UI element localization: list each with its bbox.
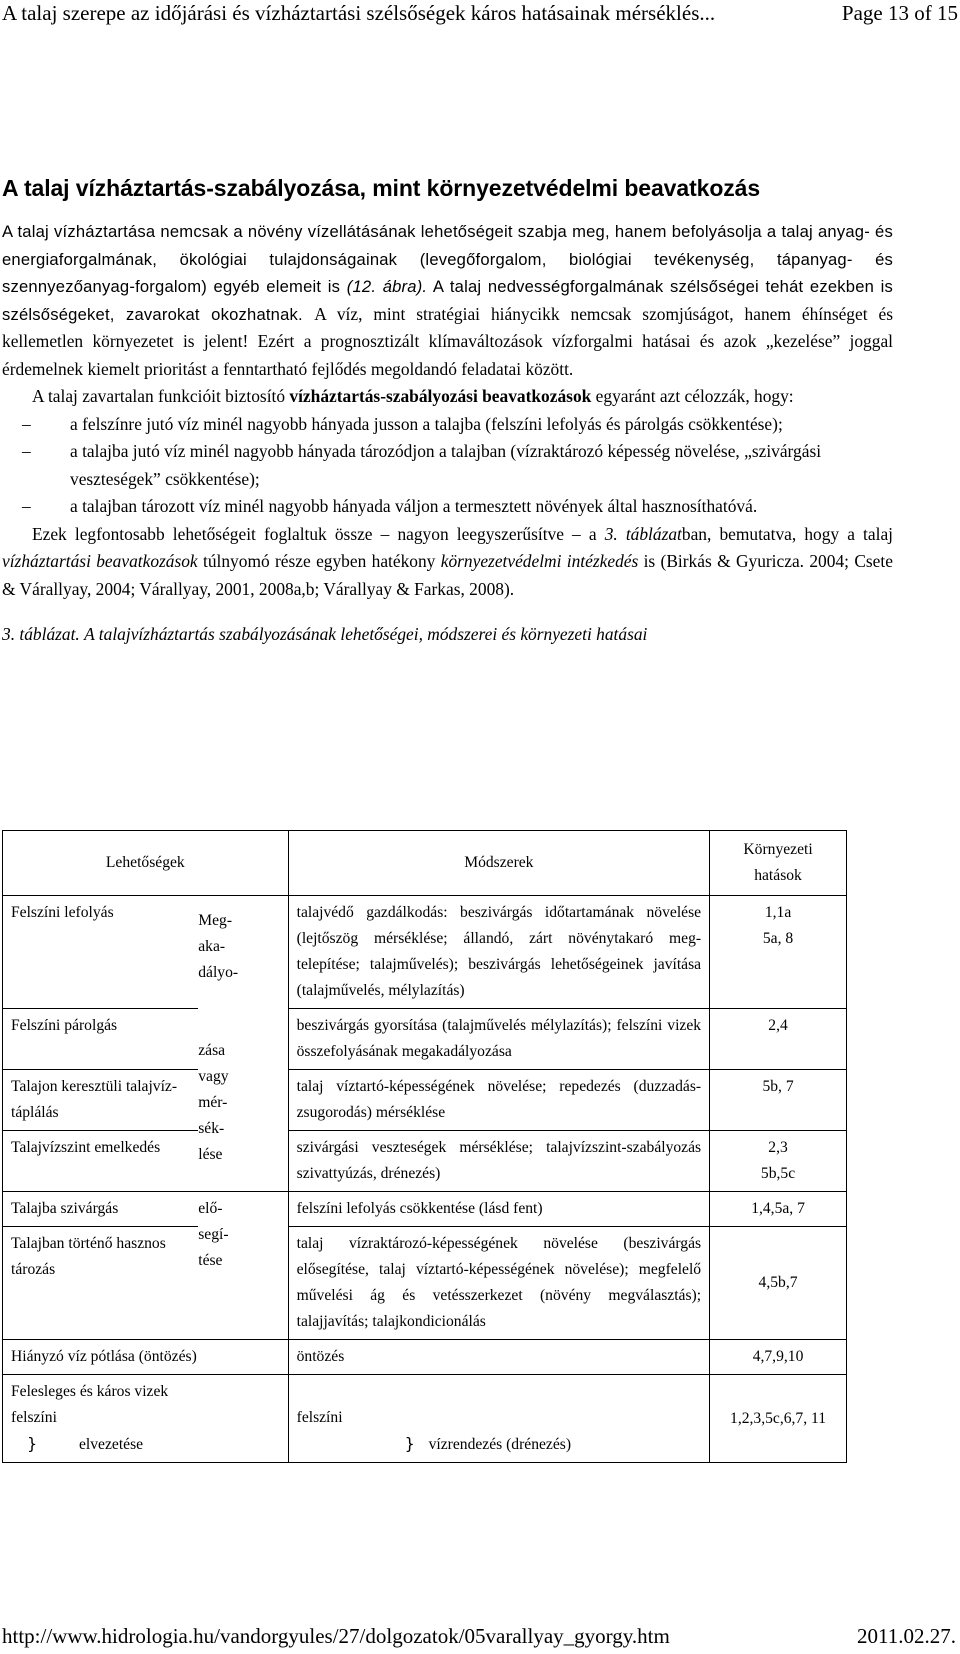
table-row (3, 1340, 847, 1375)
paragraph-3-text-c: túlnyomó része egyben hatékony (203, 551, 436, 571)
table-caption (2, 621, 893, 649)
table-row (3, 1131, 847, 1192)
page-header (0, 0, 960, 26)
cell-modszer: szivárgási veszteségek mérséklése; talajvízszint-szabályozás szivattyúzás, drénezés) (288, 1131, 709, 1192)
figure-reference: (12. ábra). (346, 277, 428, 296)
cell-hatas: 1,1a 5a, 8 (710, 896, 847, 1009)
paragraph-3 (2, 521, 893, 604)
mid-word: vagy (198, 1068, 229, 1085)
table-caption-label: 3. táblázat. (2, 624, 80, 644)
last-row-method-line2-text: vízrendezés (drénezés) (428, 1436, 572, 1453)
dash-marker: – (22, 413, 31, 434)
page-number: Page 13 of 15 (841, 1, 958, 25)
paragraph-1-text-b: A talaj nedvességforgalmának szélsőségei tehát ezekben is szélsőségeket, zavarokat okozhatnak. (2, 277, 894, 324)
mid-word: elő- (198, 1200, 223, 1217)
list-item (2, 411, 893, 439)
cell-lehetoseg: Talajba szivárgás (3, 1192, 199, 1227)
header-lehetosegek: Lehetőségek (3, 831, 289, 896)
cell-modszer: talaj vízraktározó-képességének növelése (beszivárgás elősegítése, talaj víztartó-képességének növelése); megfelelő művelési ág és vetésszerkezet (növény megválasztás); talajjavítás; talajkondicionálás (288, 1227, 709, 1340)
brace-icon: } (27, 1434, 38, 1453)
cell-hatas: 1,2,3,5c,6,7, 11 (710, 1375, 847, 1463)
print-date: 2011.02.27. (857, 1624, 956, 1648)
mid-word: sék- (198, 1120, 225, 1137)
paragraph-3-text-a: Ezek legfontosabb lehetőségeit foglaltuk össze – nagyon leegyszerűsítve – a (32, 523, 597, 544)
list-item-text: a talajban tározott víz minél nagyobb hányada váljon a termesztett növények által hasznosíthatóvá. (70, 496, 758, 516)
last-row-method-line2 (297, 1431, 701, 1458)
table-caption-text: A talajvízháztartás szabályozásának lehetőségei, módszerei és környezeti hatásai (84, 624, 648, 644)
mid-word: Meg- (198, 912, 233, 929)
table-row (3, 896, 847, 1009)
table-header-row (3, 831, 847, 896)
section-heading: A talaj vízháztartás-szabályozása, mint környezetvédelmi beavatkozás (2, 175, 761, 201)
last-row-line1: Felesleges és káros vizek (11, 1383, 169, 1400)
page-footer (0, 1622, 960, 1650)
cell-modszer: beszivárgás gyorsítása (talajművelés mélylazítás); felszíni vizek összefolyásának megakadályozása (288, 1009, 709, 1070)
paragraph-2-text-a: A talaj zavartalan funkcióit biztosító (32, 386, 286, 406)
cell-hatas: 5b, 7 (710, 1070, 847, 1131)
cell-lehetoseg: Felszíni lefolyás (3, 896, 199, 1009)
cell-lehetoseg: Talajvízszint emelkedés (3, 1131, 199, 1192)
document-title: A talaj szerepe az időjárási és vízháztartási szélsőségek káros hatásainak mérséklés... (2, 1, 716, 25)
last-row-line2: felszíni (11, 1409, 57, 1426)
cell-modszer: öntözés (288, 1340, 709, 1375)
paragraph-3-italic-2: környezetvédelmi intézkedés (440, 551, 639, 571)
last-row-method-line1: felszíni (296, 1409, 343, 1426)
paragraph-2-bold: vízháztartás-szabályozási beavatkozások (289, 386, 592, 406)
cell-hatas: 1,4,5a, 7 (710, 1192, 847, 1227)
list-item (2, 438, 893, 493)
header-hatasok (710, 831, 847, 896)
paragraph-1-text-a: A talaj vízháztartása nemcsak a növény vízellátásának lehetőségeit szabja meg, hanem befolyásolja a talaj anyag- és energiaforgalmának, ökológiai tulajdonságainak (levegőforgalom, biológiai tevékenység, tápanyag- és szennyezőanyag-forgalom) egyéb elemeit is (2, 222, 893, 296)
source-url: http://www.hidrologia.hu/vandorgyules/27/dolgozatok/05varallyay_gyorgy.htm (2, 1624, 670, 1648)
cell-lehetoseg: Hiányzó víz pótlása (öntözés) (3, 1340, 289, 1375)
cell-elosegites (198, 1192, 288, 1340)
list-item-text: a felszínre jutó víz minél nagyobb hányada jusson a talajba (felszíni lefolyás és párolgás csökkentése); (70, 413, 783, 434)
mid-word: mér- (198, 1094, 228, 1111)
cell-megakadalyozas (198, 896, 288, 1192)
goal-list (2, 411, 893, 521)
cell-modszer (288, 1375, 709, 1463)
paragraph-3-text-b: ban, bemutatva, hogy a talaj (681, 523, 893, 544)
cell-modszer: talaj víztartó-képességének növelése; repedezés (duzzadás-zsugorodás) mérséklése (288, 1070, 709, 1131)
table-row (3, 1375, 847, 1463)
paragraph-3-italic-1: vízháztartási beavatkozások (2, 551, 198, 571)
mid-word: tése (198, 1252, 223, 1269)
mid-word: dályo- (198, 964, 239, 981)
paragraph-2-text-b: egyaránt azt célozzák, hogy: (595, 386, 794, 406)
mid-word: lése (198, 1146, 223, 1163)
last-row-line3 (11, 1431, 280, 1458)
header-hatasok-line2: hatások (754, 867, 802, 884)
table-row (3, 1070, 847, 1131)
table-row (3, 1227, 847, 1340)
cell-modszer: talajvédő gazdálkodás: beszivárgás időtartamának növelése (lejtőszög mérséklése; állandó, zárt növénytakaró meg-telepítése; talajművelés); beszivárgás lehetőségeinek javítása (talajművelés, mélylazítás) (288, 896, 709, 1009)
dash-marker: – (22, 441, 31, 461)
paragraph-1 (2, 218, 893, 383)
paragraph-1-text-c: A víz, mint stratégiai hiánycikk nemcsak szomjúságot, hanem éhínséget és kellemetlen környezetet is jelent! Ezért a prognosztizált klímaváltozások vízforgalmi hatásai és azok „kezelése” joggal érdemelnek kiemelt prioritást a fenntartható fejlődés megoldandó feladatai között. (2, 303, 894, 379)
cell-lehetoseg: Talajban történő hasznos tározás (3, 1227, 199, 1340)
cell-hatas: 2,3 5b,5c (710, 1131, 847, 1192)
mid-word: zása (198, 1042, 226, 1059)
last-row-line3-text: elvezetése (79, 1436, 144, 1453)
cell-hatas: 4,7,9,10 (710, 1340, 847, 1375)
table-row (3, 1192, 847, 1227)
measures-table (2, 830, 847, 1463)
paragraph-3-text-d: is (Birkás & Gyuricza. 2004; Csete & Várallyay, 2004; Várallyay, 2001, 2008a,b; Várallyay & Farkas, 2008). (2, 551, 893, 599)
cell-hatas: 2,4 (710, 1009, 847, 1070)
table-reference: 3. táblázat (604, 523, 682, 544)
header-modszerek: Módszerek (288, 831, 709, 896)
mid-word: aka- (198, 938, 226, 955)
cell-lehetoseg (3, 1375, 289, 1463)
table-row (3, 1009, 847, 1070)
cell-modszer: felszíni lefolyás csökkentése (lásd fent) (288, 1192, 709, 1227)
mid-word: segí- (198, 1226, 229, 1243)
cell-hatas: 4,5b,7 (710, 1227, 847, 1340)
cell-lehetoseg: Felszíni párolgás (3, 1009, 199, 1070)
main-content (2, 174, 893, 649)
header-hatasok-line1: Környezeti (743, 841, 813, 858)
list-item-text: a talajba jutó víz minél nagyobb hányada tározódjon a talajban (vízraktározó képesség növelése, „szivárgási veszteségek” csökkentése); (70, 441, 822, 489)
paragraph-2 (2, 383, 893, 411)
brace-icon: } (404, 1434, 415, 1453)
cell-lehetoseg: Talajon keresztüli talajvíz-táplálás (3, 1070, 199, 1131)
spacer (297, 1379, 701, 1405)
list-item (2, 493, 893, 521)
dash-marker: – (22, 496, 31, 516)
